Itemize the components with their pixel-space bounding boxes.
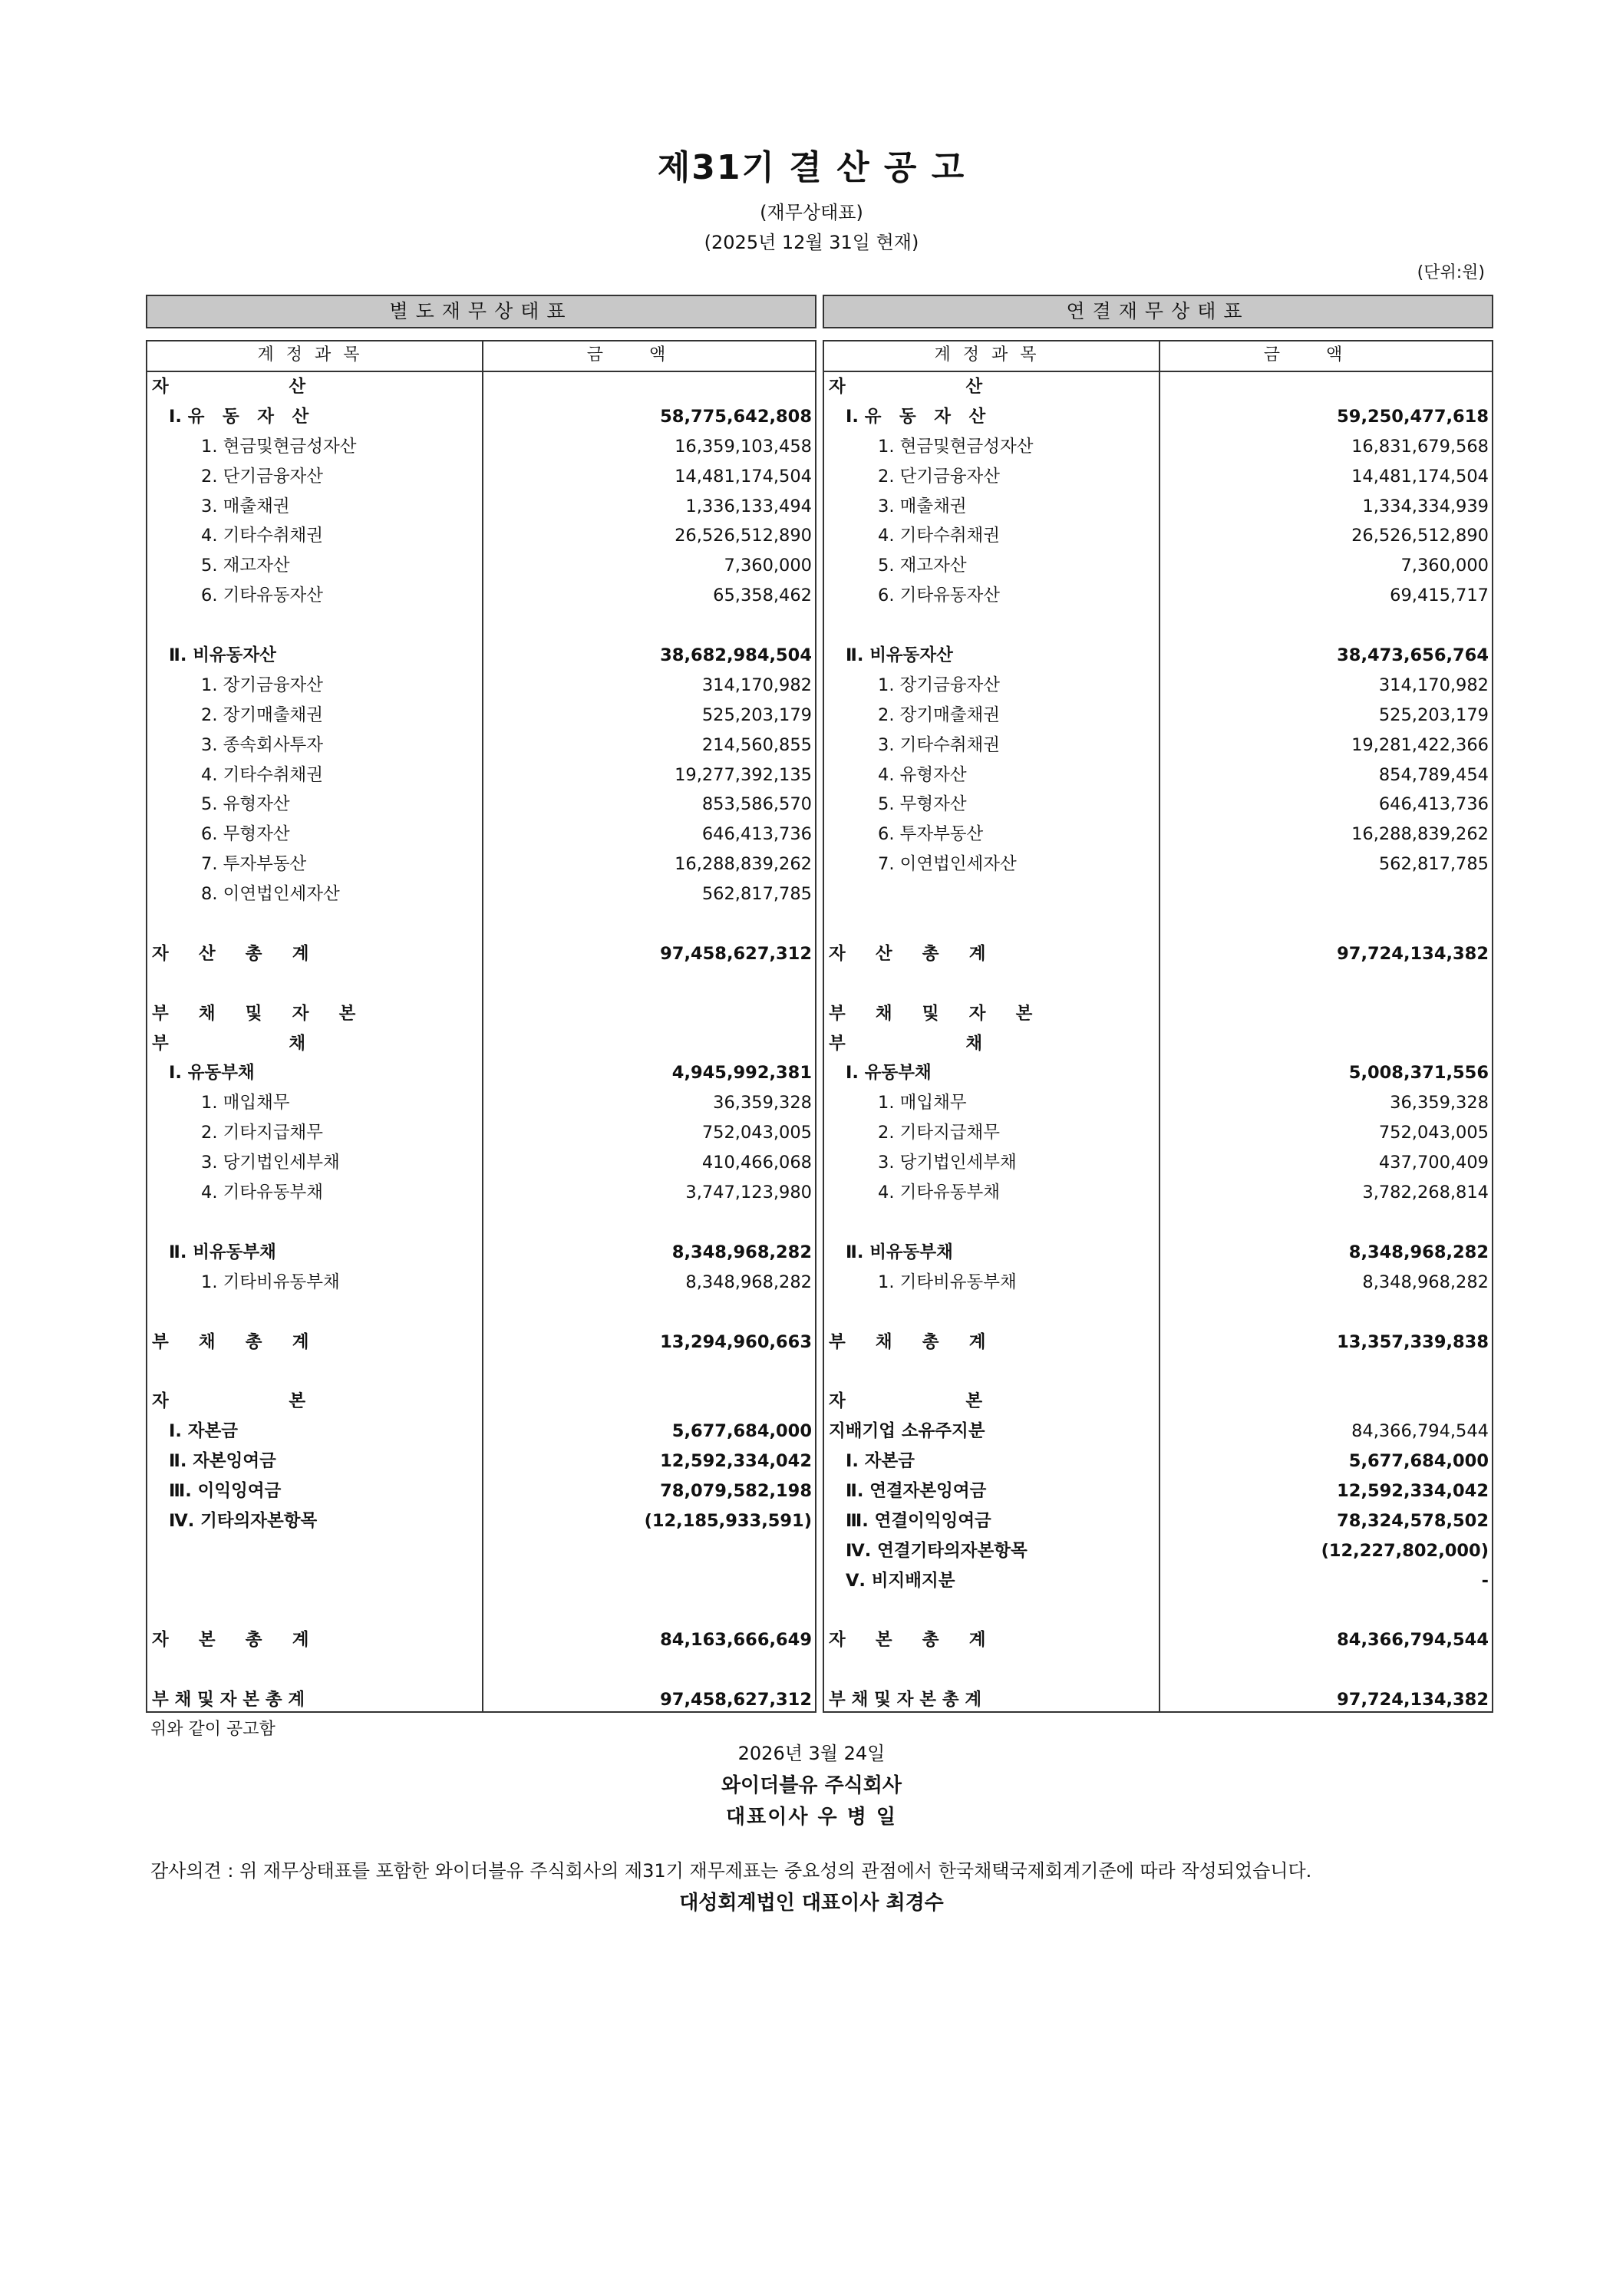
table-row [824, 1506, 1492, 1536]
account-label: 5. 재고자산 [201, 556, 290, 576]
amount-value: 646,413,736 [1378, 794, 1489, 815]
amount-value: 562,817,785 [701, 884, 812, 905]
separate-banner: 별도재무상태표 [146, 295, 816, 328]
table-row [824, 731, 1492, 760]
table-row [147, 1178, 815, 1208]
amount-value: 7,360,000 [1400, 556, 1489, 576]
table-row [824, 849, 1492, 879]
table-row [824, 1268, 1492, 1298]
account-label: 2. 단기금융자산 [201, 466, 324, 487]
amount-value: 314,170,982 [701, 675, 812, 695]
company-name: 와이더블유 주식회사 [721, 1774, 902, 1797]
account-label: 4. 기타수취채권 [201, 764, 324, 785]
account-label: 지배기업 소유주지분 [829, 1421, 985, 1442]
table-row [147, 1238, 815, 1268]
amount-value: 97,724,134,382 [1337, 943, 1489, 964]
account-label: 4. 기타유동부채 [878, 1183, 1001, 1203]
table-row [824, 820, 1492, 849]
announcement-note: 위와 같이 공고함 [150, 1720, 275, 1739]
ceo-name: 대표이사 우 병 일 [726, 1806, 897, 1829]
amount-value: 646,413,736 [701, 824, 812, 845]
account-label: 1. 매입채무 [878, 1093, 967, 1113]
account-label: 자 본 총 계 [152, 1630, 309, 1651]
amount-value: 97,458,627,312 [660, 1690, 812, 1710]
auditor-name: 대성회계법인 대표이사 최경수 [679, 1892, 944, 1915]
amount-value: 38,682,984,504 [660, 645, 812, 666]
table-row [824, 1566, 1492, 1596]
amount-value: 65,358,462 [713, 586, 812, 606]
report-date: (2025년 12월 31일 현재) [704, 232, 919, 253]
table-row [147, 909, 815, 939]
table-row [824, 1178, 1492, 1208]
table-row [824, 1118, 1492, 1148]
account-label: 자 산 총 계 [829, 943, 986, 964]
table-row [824, 1476, 1492, 1506]
consolidated-rows [824, 372, 1492, 1715]
amount-value: 314,170,982 [1378, 675, 1489, 695]
amount-value: (12,227,802,000) [1321, 1540, 1489, 1561]
table-row [147, 1417, 815, 1447]
amount-value: 38,473,656,764 [1337, 645, 1489, 666]
table-row [824, 432, 1492, 462]
table-row [147, 1506, 815, 1536]
account-label: Ⅰ. 유 동 자 산 [169, 406, 309, 427]
account-label: 6. 투자부동산 [878, 824, 984, 845]
account-label: 자 산 [829, 377, 983, 397]
account-label: 5. 무형자산 [878, 794, 967, 815]
account-label: 6. 무형자산 [201, 824, 290, 845]
amount-value: 97,724,134,382 [1337, 1690, 1489, 1710]
amount-value: 525,203,179 [1378, 704, 1489, 725]
account-label: 3. 당기법인세부채 [878, 1153, 1017, 1173]
amount-value: 14,481,174,504 [1351, 466, 1489, 487]
table-row [147, 969, 815, 999]
table-row [824, 551, 1492, 581]
amount-value: 84,366,794,544 [1337, 1630, 1489, 1651]
account-label: Ⅱ. 연결자본잉여금 [846, 1480, 987, 1501]
account-label: 2. 기타지급채무 [878, 1123, 1001, 1143]
table-row [824, 1208, 1492, 1238]
table-header [824, 341, 1492, 372]
table-row [147, 760, 815, 790]
table-row [824, 1417, 1492, 1447]
account-label: Ⅴ. 비지배지분 [846, 1570, 955, 1591]
amount-value: 13,294,960,663 [660, 1331, 812, 1352]
amount-value: 26,526,512,890 [1351, 526, 1489, 546]
page-subtitle: (재무상태표) [760, 202, 863, 223]
table-row [147, 849, 815, 879]
amount-value: 78,324,578,502 [1337, 1510, 1489, 1531]
table-row [824, 402, 1492, 432]
amount-column-header: 금액 [586, 345, 712, 365]
account-label: 4. 기타수취채권 [201, 526, 324, 546]
amount-value: 97,458,627,312 [660, 943, 812, 964]
account-label: 부 채 총 계 [152, 1331, 309, 1352]
amount-value: 12,592,334,042 [660, 1451, 812, 1472]
table-row [147, 1685, 815, 1715]
account-label: 3. 매출채권 [201, 496, 290, 516]
account-label: Ⅰ. 유동부채 [846, 1063, 932, 1084]
account-label: 8. 이연법인세자산 [201, 884, 340, 905]
account-label: 3. 기타수취채권 [878, 734, 1001, 755]
amount-value: 13,357,339,838 [1337, 1331, 1489, 1352]
account-label: 부 채 및 자 본 총 계 [152, 1690, 305, 1710]
amount-value: 19,277,392,135 [675, 764, 812, 785]
amount-value: 8,348,968,282 [1362, 1272, 1489, 1292]
table-row [147, 1357, 815, 1387]
table-row [147, 1029, 815, 1059]
table-row [147, 1387, 815, 1417]
table-row [147, 820, 815, 849]
table-row [147, 372, 815, 402]
account-label: 5. 유형자산 [201, 794, 290, 815]
account-label: 4. 유형자산 [878, 764, 967, 785]
table-row [824, 1148, 1492, 1178]
account-label: 부 채 [152, 1033, 306, 1054]
amount-value: 26,526,512,890 [675, 526, 812, 546]
account-label: Ⅰ. 유 동 자 산 [846, 406, 986, 427]
audit-opinion: 감사의견 : 위 재무상태표를 포함한 와이더블유 주식회사의 제31기 재무제표는 중요성의 관점에서 한국채택국제회계기준에 따라 작성되었습니다. [150, 1860, 1312, 1882]
account-label: 부 채 및 자 본 총 계 [829, 1690, 982, 1710]
amount-value: 3,747,123,980 [685, 1183, 812, 1203]
amount-value: 36,359,328 [713, 1093, 812, 1113]
amount-value: 14,481,174,504 [675, 466, 812, 487]
table-row [824, 611, 1492, 641]
table-row [824, 1447, 1492, 1476]
table-row [824, 1387, 1492, 1417]
table-row [824, 1596, 1492, 1626]
table-row [147, 1655, 815, 1685]
table-row [824, 1685, 1492, 1715]
account-label: 2. 기타지급채무 [201, 1123, 324, 1143]
account-label: 부 채 및 자 본 [829, 1003, 1033, 1024]
table-row [147, 1088, 815, 1118]
table-row [147, 1328, 815, 1357]
table-row [824, 1625, 1492, 1655]
amount-value: - [1481, 1570, 1489, 1591]
separate-rows [147, 372, 815, 1715]
table-row [147, 462, 815, 492]
account-label: Ⅱ. 비유동자산 [169, 645, 276, 666]
account-column-header: 계정과목 [934, 345, 1049, 365]
table-row [147, 1298, 815, 1328]
amount-value: 5,008,371,556 [1348, 1063, 1489, 1084]
table-row [147, 701, 815, 731]
table-row [147, 1447, 815, 1476]
account-label: 4. 기타유동부채 [201, 1183, 324, 1203]
table-row [147, 521, 815, 551]
amount-value: 525,203,179 [701, 704, 812, 725]
account-label: 1. 장기금융자산 [201, 675, 324, 695]
page-title: 제31기 결 산 공 고 [657, 148, 966, 187]
account-label: 7. 이연법인세자산 [878, 854, 1017, 875]
table-row [824, 492, 1492, 522]
account-label: 1. 매입채무 [201, 1093, 290, 1113]
table-row [147, 492, 815, 522]
account-label: 부 채 [829, 1033, 983, 1054]
account-label: 자 본 [829, 1391, 983, 1412]
table-row [147, 1596, 815, 1626]
table-row [147, 1148, 815, 1178]
amount-value: 84,366,794,544 [1351, 1421, 1489, 1442]
table-row [147, 999, 815, 1029]
table-row [824, 999, 1492, 1029]
amount-value: 752,043,005 [701, 1123, 812, 1143]
table-header [147, 341, 815, 372]
amount-value: (12,185,933,591) [644, 1510, 812, 1531]
table-row [824, 909, 1492, 939]
table-row [824, 1328, 1492, 1357]
amount-value: 752,043,005 [1378, 1123, 1489, 1143]
account-label: 4. 기타수취채권 [878, 526, 1001, 546]
amount-value: 16,359,103,458 [675, 436, 812, 457]
account-label: 자 본 총 계 [829, 1630, 986, 1651]
amount-value: 562,817,785 [1378, 854, 1489, 875]
amount-value: 69,415,717 [1390, 586, 1489, 606]
table-row [147, 641, 815, 671]
table-row [824, 671, 1492, 701]
amount-value: 7,360,000 [724, 556, 812, 576]
table-row [824, 1058, 1492, 1088]
amount-value: 8,348,968,282 [685, 1272, 812, 1292]
amount-value: 8,348,968,282 [671, 1242, 812, 1262]
table-row [824, 879, 1492, 909]
account-label: 자 본 [152, 1391, 306, 1412]
table-row [147, 1268, 815, 1298]
table-row [824, 1357, 1492, 1387]
table-row [824, 701, 1492, 731]
account-label: 자 산 총 계 [152, 943, 309, 964]
account-column-header: 계정과목 [257, 345, 372, 365]
amount-value: 36,359,328 [1390, 1093, 1489, 1113]
account-label: Ⅱ. 비유동부채 [169, 1242, 276, 1262]
table-row [824, 969, 1492, 999]
account-label: Ⅱ. 비유동자산 [846, 645, 953, 666]
amount-value: 8,348,968,282 [1348, 1242, 1489, 1262]
amount-value: 5,677,684,000 [671, 1421, 812, 1442]
table-row [147, 731, 815, 760]
separate-table [146, 340, 816, 1713]
amount-value: 78,079,582,198 [660, 1480, 812, 1501]
amount-value: 58,775,642,808 [660, 406, 812, 427]
table-row [824, 1238, 1492, 1268]
table-row [147, 551, 815, 581]
amount-value: 12,592,334,042 [1337, 1480, 1489, 1501]
account-label: 1. 기타비유동부채 [201, 1272, 340, 1292]
amount-value: 3,782,268,814 [1362, 1183, 1489, 1203]
account-label: Ⅰ. 유동부채 [169, 1063, 255, 1084]
table-row [824, 1088, 1492, 1118]
table-row [824, 521, 1492, 551]
account-label: 자 산 [152, 377, 306, 397]
table-row [147, 671, 815, 701]
account-label: 5. 재고자산 [878, 556, 967, 576]
account-label: Ⅰ. 자본금 [169, 1421, 238, 1442]
amount-value: 853,586,570 [701, 794, 812, 815]
amount-value: 84,163,666,649 [660, 1630, 812, 1651]
table-row [824, 760, 1492, 790]
account-label: 1. 기타비유동부채 [878, 1272, 1017, 1292]
amount-value: 410,466,068 [701, 1153, 812, 1173]
account-label: Ⅰ. 자본금 [846, 1451, 915, 1472]
amount-value: 437,700,409 [1378, 1153, 1489, 1173]
table-row [147, 581, 815, 611]
account-label: 2. 단기금융자산 [878, 466, 1001, 487]
account-label: Ⅳ. 연결기타의자본항목 [846, 1540, 1028, 1561]
table-row [147, 611, 815, 641]
amount-value: 1,336,133,494 [685, 496, 812, 516]
table-row [147, 402, 815, 432]
account-label: 3. 매출채권 [878, 496, 967, 516]
table-row [147, 1536, 815, 1566]
table-row [824, 581, 1492, 611]
account-label: 1. 현금및현금성자산 [878, 436, 1034, 457]
table-row [824, 641, 1492, 671]
consolidated-table [823, 340, 1493, 1713]
account-label: 부 채 총 계 [829, 1331, 986, 1352]
amount-value: 16,831,679,568 [1351, 436, 1489, 457]
table-row [824, 939, 1492, 969]
table-row [147, 879, 815, 909]
table-row [147, 1566, 815, 1596]
account-label: Ⅱ. 자본잉여금 [169, 1451, 276, 1472]
account-label: 1. 현금및현금성자산 [201, 436, 357, 457]
amount-value: 214,560,855 [701, 734, 812, 755]
table-row [824, 462, 1492, 492]
table-row [824, 790, 1492, 820]
amount-value: 854,789,454 [1378, 764, 1489, 785]
amount-column-header: 금액 [1263, 345, 1389, 365]
account-label: 3. 종속회사투자 [201, 734, 324, 755]
amount-value: 16,288,839,262 [675, 854, 812, 875]
account-label: 7. 투자부동산 [201, 854, 307, 875]
unit-label: (단위:원) [1417, 263, 1485, 282]
amount-value: 16,288,839,262 [1351, 824, 1489, 845]
account-label: 2. 장기매출채권 [201, 704, 324, 725]
account-label: 부 채 및 자 본 [152, 1003, 356, 1024]
amount-value: 19,281,422,366 [1351, 734, 1489, 755]
account-label: Ⅲ. 이익잉여금 [169, 1480, 282, 1501]
table-row [147, 1118, 815, 1148]
account-label: Ⅲ. 연결이익잉여금 [846, 1510, 991, 1531]
table-row [147, 1208, 815, 1238]
amount-value: 4,945,992,381 [671, 1063, 812, 1084]
table-row [147, 939, 815, 969]
publication-date: 2026년 3월 24일 [737, 1743, 886, 1764]
account-label: 3. 당기법인세부채 [201, 1153, 340, 1173]
table-row [147, 432, 815, 462]
table-row [147, 1625, 815, 1655]
account-label: 2. 장기매출채권 [878, 704, 1001, 725]
amount-value: 5,677,684,000 [1348, 1451, 1489, 1472]
consolidated-banner: 연결재무상태표 [823, 295, 1493, 328]
amount-value: 59,250,477,618 [1337, 406, 1489, 427]
table-row [824, 1029, 1492, 1059]
table-row [147, 1058, 815, 1088]
account-label: Ⅱ. 비유동부채 [846, 1242, 953, 1262]
table-row [824, 372, 1492, 402]
account-label: 1. 장기금융자산 [878, 675, 1001, 695]
account-label: 6. 기타유동자산 [201, 586, 324, 606]
table-row [147, 1476, 815, 1506]
table-row [824, 1536, 1492, 1566]
account-label: Ⅳ. 기타의자본항목 [169, 1510, 318, 1531]
table-row [147, 790, 815, 820]
account-label: 6. 기타유동자산 [878, 586, 1001, 606]
table-row [824, 1655, 1492, 1685]
table-row [824, 1298, 1492, 1328]
amount-value: 1,334,334,939 [1362, 496, 1489, 516]
